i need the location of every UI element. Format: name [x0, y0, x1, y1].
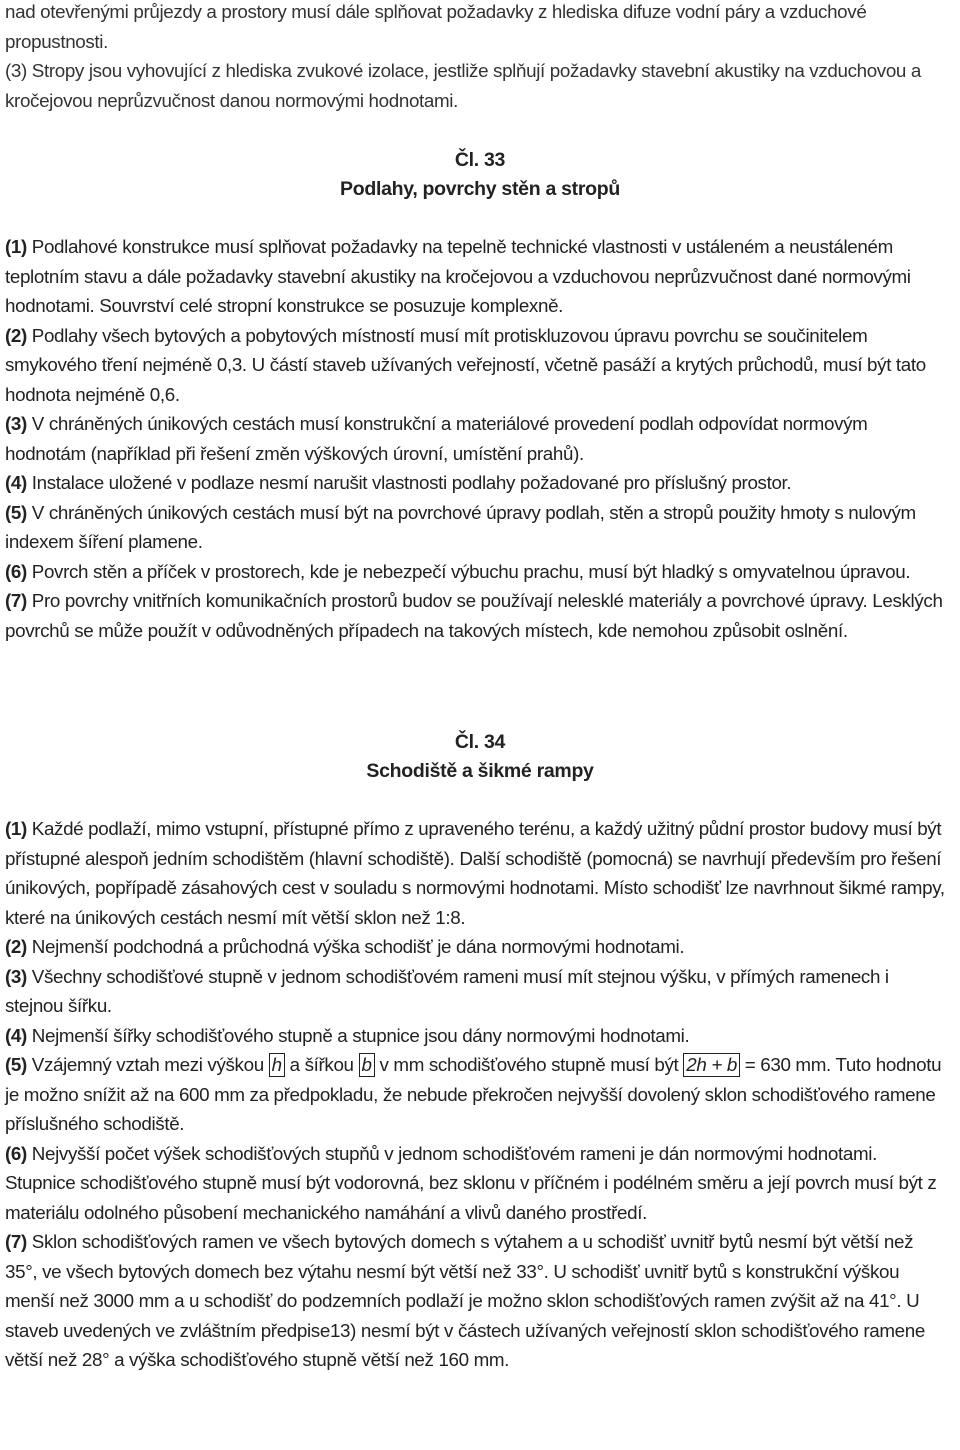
paragraph-text: Instalace uložené v podlaze nesmí narušit vlastnosti podlahy požadované pro příslušný prostor. [26, 472, 792, 493]
paragraph-number: (6) [5, 1142, 27, 1164]
paragraph-text: Nejvyšší počet výšek schodišťových stupňů v jednom schodišťovém rameni je dán normovými hodnotami. Stupnice schodišťového stupně musí být vodorovná, bez sklonu v příčném i podélném směru a její povrch musí být z materiálu odolného působení mechanického namáhání a vlivů daného prostředí. [5, 1142, 937, 1223]
paragraph-text: V chráněných únikových cestách musí být na povrchové úpravy podlah, stěn a stropů použity hmoty s nulovým indexem šíření plamene. [5, 501, 916, 552]
paragraph-text: Vzájemný vztah mezi výškou [26, 1054, 269, 1075]
paragraph-text: Povrch stěn a příček v prostorech, kde je nebezpečí výbuchu prachu, musí být hladký s omyvatelnou úpravou. [26, 560, 911, 582]
paragraph-text: Každé podlaží, mimo vstupní, přístupné přímo z upraveného terénu, a každý užitný půdní prostor budovy musí být přístupné alespoň jedním schodištěm (hlavní schodiště). Další schodiště (pomocná) se navrhují především pro řešení únikových, popřípadě zásahových cest v souladu s normovými hodnotami. Místo schodišť lze navrhnout šikmé rampy, které na únikových cestách nesmí mít větší sklon než 1:8. [5, 818, 945, 928]
paragraph [0, 586, 960, 645]
paragraph [0, 962, 960, 1021]
paragraph [0, 557, 960, 587]
paragraph-text: Nejmenší šířky schodišťového stupně a stupnice jsou dány normovými hodnotami. [26, 1024, 690, 1046]
paragraph-text: Nejmenší podchodná a průchodná výška schodišť je dána normovými hodnotami. [26, 936, 685, 957]
paragraph [0, 498, 960, 557]
paragraph-text: a šířkou [284, 1054, 359, 1075]
paragraph-number: (2) [5, 324, 27, 346]
paragraph-number: (1) [5, 236, 27, 257]
variable-b: b [359, 1053, 375, 1077]
paragraph-number: (7) [5, 1231, 27, 1252]
paragraph-text: v mm schodišťového stupně musí být [374, 1054, 684, 1075]
paragraph [0, 232, 960, 321]
paragraph-text: = 630 mm. Tuto hodnotu je možno snížit až na 600 mm za předpokladu, že nebude překročen nejvyšší dovolený sklon schodišťového ramene příslušného schodiště. [5, 1054, 942, 1134]
paragraph-number: (1) [5, 818, 27, 839]
article-33-body [0, 232, 960, 645]
paragraph-number: (7) [5, 590, 27, 611]
intro-section [0, 0, 960, 115]
article-34-header [0, 728, 960, 786]
paragraph-number: (4) [5, 1024, 27, 1046]
article-34-body [0, 814, 960, 1375]
article-number: Čl. 33 [454, 149, 506, 171]
paragraph [0, 468, 960, 498]
intro-paragraph: nad otevřenými průjezdy a prostory musí dále splňovat požadavky z hlediska difuze vodní páry a vzduchové propustnosti. [5, 1, 867, 52]
paragraph [0, 1139, 960, 1228]
paragraph [0, 409, 960, 468]
paragraph-text: Podlahy všech bytových a pobytových místností musí mít protiskluzovou úpravu povrchu se součinitelem smykového tření nejméně 0,3. U částí staveb užívaných veřejností, včetně pasáží a krytých průchodů, musí být tato hodnota nejméně 0,6. [5, 324, 926, 405]
article-33-header [0, 146, 960, 204]
paragraph-text: Všechny schodišťové stupně v jednom schodišťovém rameni musí mít stejnou výšku, v přímých ramenech i stejnou šířku. [5, 965, 889, 1016]
paragraph-number: (4) [5, 472, 27, 493]
paragraph-text: Podlahové konstrukce musí splňovat požadavky na tepelně technické vlastnosti v ustáleném a neustáleném teplotním stavu a dále požadavky stavební akustiky na kročejovou a vzduchovou neprůzvučnost dané normovými hodnotami. Souvrství celé stropní konstrukce se posuzuje komplexně. [5, 236, 911, 316]
article-number: Čl. 34 [454, 731, 506, 753]
paragraph [0, 321, 960, 410]
paragraph-text: Pro povrchy vnitřních komunikačních prostorů budov se používají nelesklé materiály a povrchové úpravy. Lesklých povrchů se může použít v odůvodněných případech na takových místech, kde nemohou způsobit oslnění. [5, 590, 943, 641]
article-title: Schodiště a šikmé rampy [366, 760, 594, 782]
paragraph-number: (5) [5, 501, 27, 523]
paragraph-number: (6) [5, 560, 27, 582]
paragraph-text: Sklon schodišťových ramen ve všech bytových domech s výtahem a u schodišť uvnitř bytů nesmí být větší než 35°, ve všech bytových domech bez výtahu nesmí být větší než 33°. U schodišť uvnitř bytů s konstrukční výškou menší než 3000 mm a u schodišť do podzemních podlaží je možno sklon schodišťových ramen zvýšit až na 41°. U staveb uvedených ve zvláštním předpise13) nesmí být v částech užívaných veřejností sklon schodišťového ramene větší než 28° a výška schodišťového stupně větší než 160 mm. [5, 1231, 925, 1370]
paragraph [0, 1021, 960, 1051]
variable-h: h [269, 1053, 285, 1077]
paragraph-text: V chráněných únikových cestách musí konstrukční a materiálové provedení podlah odpovídat normovým hodnotám (například při řešení změn výškových úrovní, umístění prahů). [5, 413, 868, 464]
paragraph [0, 1050, 960, 1139]
paragraph-number: (2) [5, 936, 27, 957]
paragraph [0, 932, 960, 962]
paragraph [0, 814, 960, 932]
intro-paragraph: (3) Stropy jsou vyhovující z hlediska zvukové izolace, jestliže splňují požadavky stavební akustiky na vzduchovou a kročejovou neprůzvučnost danou normovými hodnotami. [5, 60, 921, 111]
paragraph-number: (3) [5, 965, 27, 987]
formula: 2h + b [683, 1053, 740, 1077]
paragraph [0, 1227, 960, 1375]
paragraph-number: (5) [5, 1054, 27, 1075]
article-title: Podlahy, povrchy stěn a stropů [340, 178, 620, 200]
paragraph-number: (3) [5, 413, 27, 434]
